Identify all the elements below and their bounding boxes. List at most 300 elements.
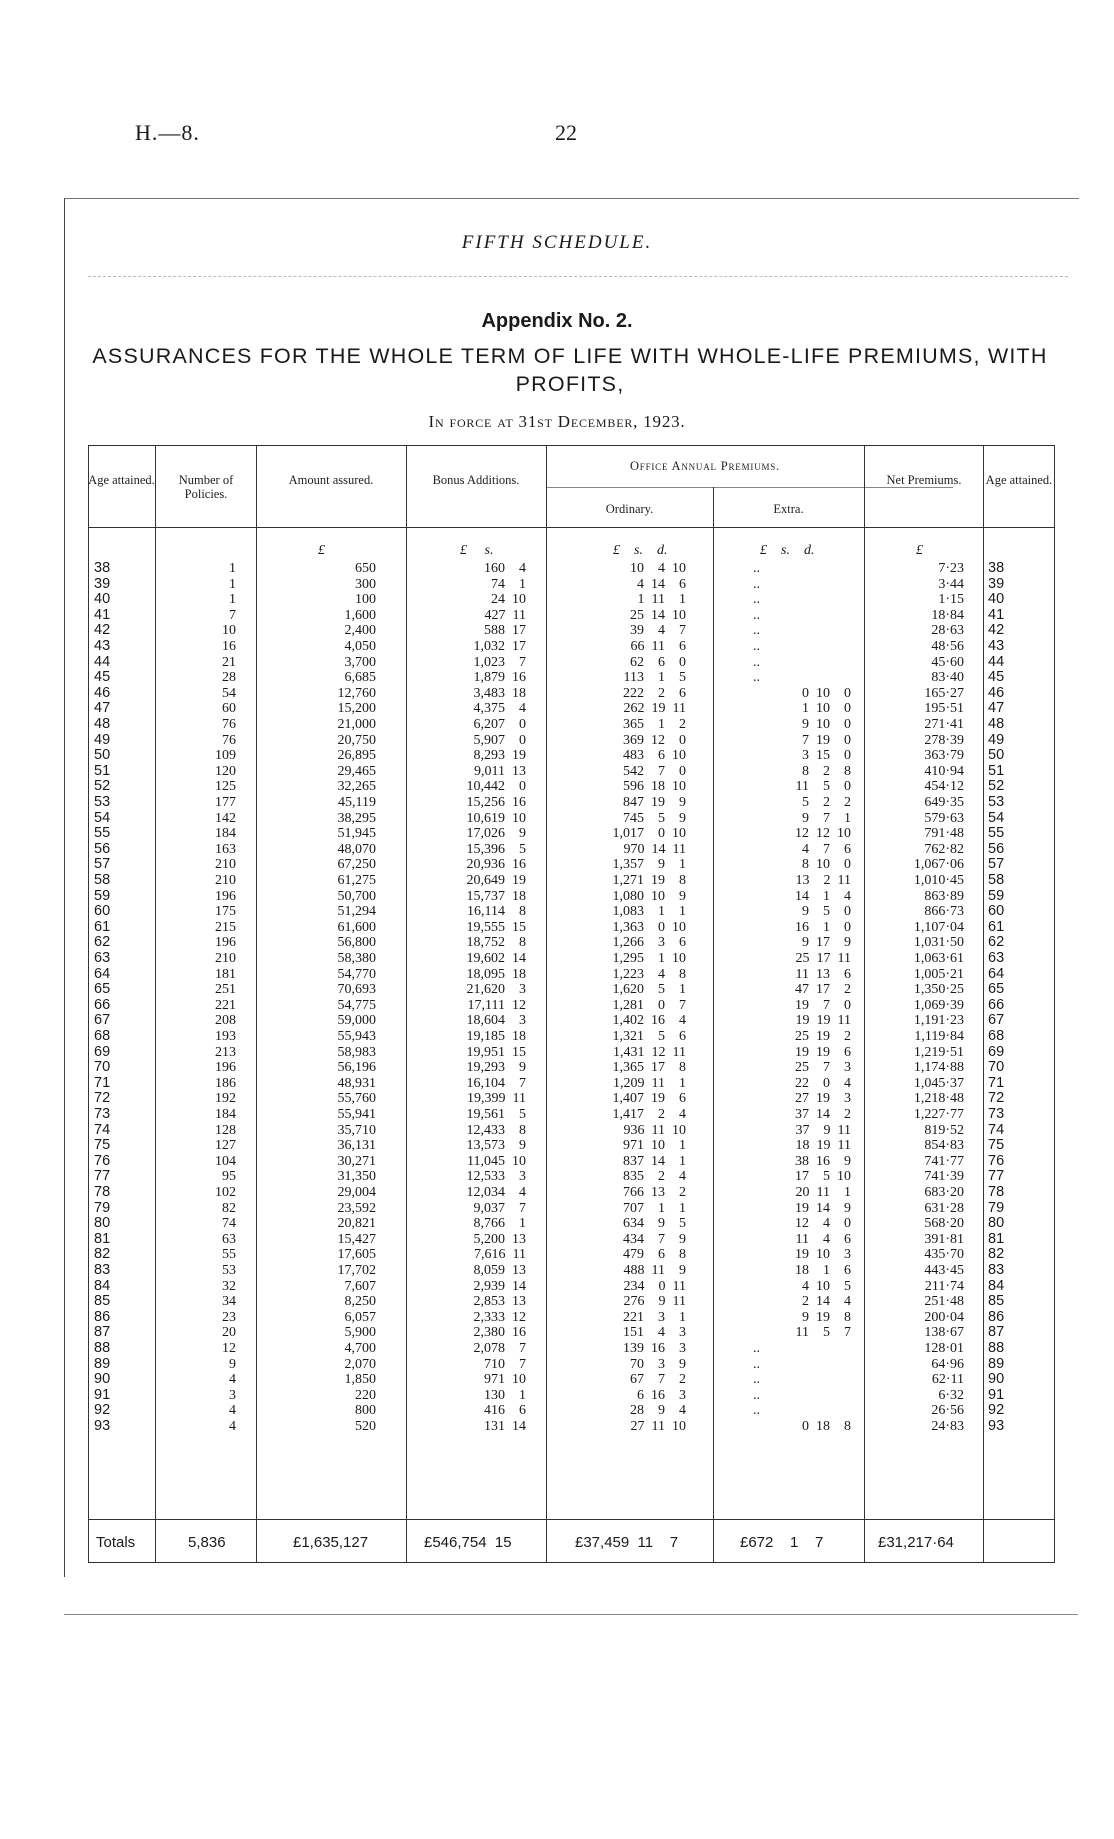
cell-extra: 37 9 11 — [795, 1122, 851, 1138]
cell-net: 1,005·21 — [913, 966, 964, 982]
cell-amount: 4,700 — [344, 1341, 376, 1356]
cell-age: 86 — [94, 1308, 111, 1325]
header-age-attained-right: Age attained. — [985, 473, 1053, 487]
cell-net: 6·32 — [938, 1387, 964, 1403]
cell-bonus: 19,602 14 — [466, 951, 526, 966]
cell-age: 38 — [94, 560, 111, 576]
cell-net: 211·74 — [924, 1278, 964, 1294]
cell-amount: 800 — [355, 1403, 376, 1419]
cell-age: 73 — [94, 1106, 111, 1122]
cell-ordinary: 634 9 5 — [623, 1216, 686, 1232]
cell-extra: 9 17 9 — [802, 935, 851, 951]
cell-ordinary: 936 11 10 — [623, 1122, 686, 1138]
cell-net: 26·56 — [931, 1403, 964, 1419]
cell-amount: 56,196 — [337, 1060, 376, 1076]
cell-policies: 9 — [229, 1356, 236, 1372]
unit-bonus: £ s. — [460, 543, 494, 558]
cell-extra: 19 19 11 — [795, 1013, 851, 1029]
cell-age-right: 83 — [988, 1262, 1005, 1278]
cell-extra: 12 4 0 — [795, 1216, 851, 1232]
cell-extra: .. — [753, 592, 760, 608]
cell-net: 579·63 — [924, 810, 964, 826]
cell-age-right: 60 — [988, 903, 1005, 920]
cell-age-right: 72 — [988, 1090, 1005, 1107]
premiums-sub-rule — [546, 487, 953, 488]
cell-age-right: 68 — [988, 1028, 1005, 1044]
cell-extra: 0 10 0 — [802, 685, 851, 701]
cell-bonus: 2,853 13 — [473, 1294, 526, 1310]
cell-ordinary: 62 6 0 — [630, 654, 686, 670]
cell-age: 85 — [94, 1293, 111, 1310]
cell-age-right: 66 — [988, 996, 1005, 1013]
col-line — [983, 445, 984, 1563]
cell-bonus: 13,573 9 — [466, 1138, 526, 1154]
cell-ordinary: 28 9 4 — [630, 1403, 686, 1419]
cell-policies: 55 — [222, 1247, 236, 1263]
cell-amount: 17,605 — [337, 1247, 376, 1263]
cell-policies: 12 — [222, 1341, 236, 1356]
cell-age-right: 53 — [988, 794, 1005, 810]
cell-extra: .. — [753, 623, 760, 639]
cell-age: 57 — [94, 856, 111, 873]
cell-amount: 45,119 — [338, 795, 376, 810]
cell-age: 59 — [94, 887, 111, 904]
cell-bonus: 19,399 11 — [467, 1091, 526, 1107]
cell-age: 49 — [94, 731, 111, 748]
cell-age: 83 — [94, 1262, 111, 1278]
cell-age-right: 93 — [988, 1418, 1005, 1434]
cell-amount: 1,600 — [344, 607, 376, 623]
cell-amount: 15,200 — [337, 701, 376, 717]
cell-bonus: 2,380 16 — [473, 1325, 526, 1341]
cell-ordinary: 151 4 3 — [623, 1325, 686, 1341]
cell-policies: 4 — [229, 1372, 236, 1388]
cell-policies: 210 — [215, 873, 236, 888]
cell-age: 80 — [94, 1215, 111, 1232]
cell-age: 43 — [94, 638, 111, 654]
cell-net: 200·04 — [924, 1309, 964, 1325]
cell-extra: 4 10 5 — [802, 1278, 851, 1294]
totals-ordinary: £37,459 11 7 — [575, 1534, 679, 1551]
header-office-annual-premiums: Office Annual Premiums. — [629, 459, 781, 473]
cell-net: 443·45 — [924, 1263, 964, 1278]
cell-age-right: 42 — [988, 622, 1005, 639]
cell-amount: 2,070 — [344, 1356, 376, 1372]
cell-age-right: 74 — [988, 1121, 1005, 1138]
cell-age: 46 — [94, 684, 111, 701]
cell-bonus: 19,561 5 — [466, 1107, 526, 1122]
in-force-date: In force at 31st December, 1923. — [428, 412, 686, 431]
cell-amount: 5,900 — [344, 1325, 376, 1341]
cell-net: 1,063·61 — [913, 951, 964, 966]
cell-extra: 38 16 9 — [795, 1153, 851, 1169]
cell-ordinary: 1,363 0 10 — [612, 919, 686, 935]
cell-bonus: 2,333 12 — [473, 1309, 526, 1325]
cell-net: 1,010·45 — [913, 873, 964, 888]
cell-net: 64·96 — [931, 1356, 964, 1372]
cell-extra: 8 2 8 — [802, 763, 851, 779]
cell-amount: 21,000 — [337, 717, 376, 732]
cell-ordinary: 1,295 1 10 — [612, 951, 686, 966]
cell-age: 62 — [94, 934, 111, 951]
cell-policies: 186 — [215, 1075, 236, 1091]
cell-bonus: 1,023 7 — [473, 654, 526, 670]
cell-extra: 22 0 4 — [795, 1075, 851, 1091]
cell-bonus: 6,207 0 — [473, 717, 526, 732]
cell-bonus: 18,752 8 — [466, 935, 526, 951]
cell-age: 79 — [94, 1199, 111, 1216]
cell-policies: 76 — [222, 717, 236, 732]
cell-amount: 55,943 — [337, 1029, 376, 1044]
cell-age: 87 — [94, 1324, 111, 1341]
cell-policies: 23 — [222, 1309, 236, 1325]
header-extra: Extra. — [773, 502, 804, 516]
cell-policies: 102 — [215, 1185, 236, 1200]
cell-ordinary: 221 3 1 — [623, 1309, 686, 1325]
totals-label: Totals — [96, 1534, 136, 1551]
cell-policies: 109 — [215, 748, 236, 764]
cell-ordinary: 1,266 3 6 — [612, 935, 686, 951]
cell-net: 568·20 — [924, 1216, 964, 1232]
cell-ordinary: 1,620 5 1 — [612, 982, 686, 998]
cell-net: 271·41 — [924, 717, 964, 732]
cell-age: 92 — [94, 1402, 111, 1419]
cell-policies: 193 — [215, 1029, 236, 1044]
cell-extra: 11 5 7 — [795, 1325, 851, 1341]
cell-ordinary: 66 11 6 — [630, 639, 686, 654]
cell-policies: 16 — [222, 639, 236, 654]
cell-amount: 29,004 — [337, 1185, 376, 1200]
cell-age: 88 — [94, 1340, 111, 1356]
cell-bonus: 10,619 10 — [466, 810, 526, 826]
cell-age: 39 — [94, 575, 111, 592]
cell-age: 93 — [94, 1418, 111, 1434]
cell-extra: .. — [753, 1341, 760, 1356]
cell-age: 69 — [94, 1043, 111, 1060]
cell-extra: .. — [753, 607, 760, 623]
cell-bonus: 416 6 — [484, 1403, 526, 1419]
cell-ordinary: 1,209 11 1 — [613, 1075, 686, 1091]
cell-extra: 8 10 0 — [802, 857, 851, 873]
cell-age-right: 44 — [988, 653, 1005, 670]
cell-net: 138·67 — [924, 1325, 964, 1341]
cell-bonus: 24 10 — [491, 592, 526, 608]
cell-age: 60 — [94, 903, 111, 920]
cell-net: 1,067·06 — [913, 857, 964, 873]
cell-age-right: 80 — [988, 1215, 1005, 1232]
cell-amount: 220 — [355, 1387, 376, 1403]
cell-extra: 12 12 10 — [795, 826, 851, 842]
cell-extra: 25 19 2 — [795, 1029, 851, 1044]
cell-age-right: 70 — [988, 1059, 1005, 1076]
cell-policies: 82 — [222, 1200, 236, 1216]
cell-amount: 51,294 — [337, 904, 376, 920]
cell-ordinary: 365 1 2 — [623, 717, 686, 732]
col-line — [1054, 445, 1055, 1563]
cell-age: 68 — [94, 1028, 111, 1044]
cell-bonus: 5,907 0 — [473, 732, 526, 748]
schedule-table — [88, 445, 1054, 1563]
schedule-title: FIFTH SCHEDULE. — [461, 232, 653, 253]
cell-age-right: 58 — [988, 872, 1005, 888]
cell-bonus: 15,737 18 — [466, 888, 526, 904]
cell-net: 1,174·88 — [913, 1060, 964, 1076]
totals-policies: 5,836 — [188, 1534, 226, 1551]
cell-amount: 15,427 — [337, 1231, 376, 1247]
cell-ordinary: 4 14 6 — [637, 576, 686, 592]
cell-age-right: 86 — [988, 1308, 1005, 1325]
cell-bonus: 7,616 11 — [474, 1247, 526, 1263]
cell-bonus: 710 7 — [484, 1356, 526, 1372]
cell-age: 50 — [94, 747, 111, 764]
cell-ordinary: 1,365 17 8 — [612, 1060, 686, 1076]
cell-policies: 4 — [229, 1403, 236, 1419]
cell-extra: 13 2 11 — [795, 873, 851, 888]
cell-ordinary: 1,083 1 1 — [612, 904, 686, 920]
cell-age-right: 87 — [988, 1324, 1005, 1341]
cell-policies: 63 — [222, 1231, 236, 1247]
cell-amount: 1,850 — [344, 1372, 376, 1388]
cell-ordinary: 1,417 2 4 — [612, 1107, 686, 1122]
cell-age: 71 — [94, 1074, 111, 1091]
cell-net: 866·73 — [924, 904, 964, 920]
cell-age-right: 43 — [988, 638, 1005, 654]
cell-net: 1,031·50 — [913, 935, 964, 951]
cell-extra: 27 19 3 — [795, 1091, 851, 1107]
cell-net: 278·39 — [924, 732, 964, 748]
cell-age: 54 — [94, 809, 111, 826]
cell-bonus: 971 10 — [484, 1372, 526, 1388]
cell-net: 435·70 — [924, 1247, 964, 1263]
cell-age-right: 71 — [988, 1074, 1005, 1091]
cell-policies: 184 — [215, 826, 236, 842]
cell-extra: 4 7 6 — [802, 841, 851, 857]
cell-extra: 5 2 2 — [802, 795, 851, 810]
cell-age: 64 — [94, 965, 111, 982]
cell-extra: .. — [753, 1403, 760, 1419]
cell-ordinary: 596 18 10 — [623, 779, 686, 795]
cell-policies: 192 — [215, 1091, 236, 1107]
cell-age-right: 85 — [988, 1293, 1005, 1310]
cell-extra: .. — [753, 670, 760, 686]
cell-extra: 19 7 0 — [795, 997, 851, 1013]
table-header-rule — [88, 527, 1054, 528]
cell-bonus: 12,433 8 — [466, 1122, 526, 1138]
cell-age-right: 51 — [988, 762, 1005, 779]
cell-age: 72 — [94, 1090, 111, 1107]
cell-bonus: 8,766 1 — [473, 1216, 526, 1232]
cell-age-right: 76 — [988, 1152, 1005, 1169]
cell-ordinary: 276 9 11 — [623, 1294, 686, 1310]
cell-ordinary: 27 11 10 — [630, 1419, 686, 1434]
cell-policies: 215 — [215, 919, 236, 935]
cell-ordinary: 1,017 0 10 — [612, 826, 686, 842]
cell-age: 61 — [94, 918, 111, 935]
cell-extra: 18 1 6 — [795, 1263, 851, 1278]
cell-age: 76 — [94, 1152, 111, 1169]
cell-net: 251·48 — [924, 1294, 964, 1310]
cell-bonus: 3,483 18 — [473, 685, 526, 701]
cell-age-right: 84 — [988, 1277, 1005, 1294]
cell-age: 89 — [94, 1355, 111, 1372]
cell-age: 81 — [94, 1230, 111, 1247]
cell-net: 7·23 — [938, 561, 964, 576]
cell-extra: 14 1 4 — [795, 888, 851, 904]
cell-bonus: 5,200 13 — [473, 1231, 526, 1247]
cell-net: 1·15 — [938, 592, 964, 608]
cell-amount: 8,250 — [344, 1294, 376, 1310]
cell-bonus: 18,604 3 — [466, 1013, 526, 1029]
cell-ordinary: 835 2 4 — [623, 1169, 686, 1185]
cell-bonus: 18,095 18 — [466, 966, 526, 982]
cell-bonus: 2,078 7 — [473, 1341, 526, 1356]
cell-amount: 59,000 — [337, 1013, 376, 1029]
cell-net: 631·28 — [924, 1200, 964, 1216]
cell-ordinary: 1,271 19 8 — [612, 873, 686, 888]
cell-policies: 1 — [229, 576, 236, 592]
cell-ordinary: 483 6 10 — [623, 748, 686, 764]
cell-bonus: 8,059 13 — [473, 1263, 526, 1278]
cell-amount: 20,821 — [337, 1216, 376, 1232]
cell-amount: 650 — [355, 561, 376, 576]
cell-net: 83·40 — [931, 670, 964, 686]
divider — [88, 276, 1068, 277]
cell-age-right: 77 — [988, 1168, 1005, 1185]
cell-ordinary: 70 3 9 — [630, 1356, 686, 1372]
cell-policies: 10 — [222, 623, 236, 639]
cell-net: 410·94 — [924, 763, 964, 779]
cell-net: 863·89 — [924, 888, 964, 904]
cell-extra: 11 4 6 — [795, 1231, 851, 1247]
cell-policies: 7 — [229, 607, 236, 623]
cell-bonus: 15,256 16 — [466, 795, 526, 810]
totals-extra: £672 1 7 — [740, 1534, 824, 1551]
cell-amount: 30,271 — [337, 1153, 376, 1169]
cell-bonus: 19,185 18 — [466, 1029, 526, 1044]
cell-bonus: 1,032 17 — [473, 639, 526, 654]
cell-policies: 74 — [222, 1216, 236, 1232]
cell-age: 65 — [94, 981, 111, 998]
cell-amount: 61,275 — [337, 873, 376, 888]
cell-age-right: 52 — [988, 778, 1005, 795]
cell-bonus: 10,442 0 — [466, 779, 526, 795]
cell-net: 1,227·77 — [913, 1107, 964, 1122]
cell-policies: 28 — [222, 670, 236, 686]
cell-bonus: 19,951 15 — [466, 1044, 526, 1060]
cell-amount: 61,600 — [337, 919, 376, 935]
cell-net: 1,219·51 — [913, 1044, 964, 1060]
cell-amount: 12,760 — [337, 685, 376, 701]
cell-extra: 9 5 0 — [802, 904, 851, 920]
cell-net: 454·12 — [924, 779, 964, 795]
cell-age-right: 55 — [988, 825, 1005, 842]
cell-net: 45·60 — [931, 654, 964, 670]
cell-policies: 34 — [222, 1294, 236, 1310]
cell-age-right: 45 — [988, 669, 1005, 686]
header-net-premiums: Net Premiums. — [886, 473, 962, 487]
cell-ordinary: 222 2 6 — [623, 685, 686, 701]
cell-extra: 0 18 8 — [802, 1419, 851, 1434]
cell-policies: 120 — [215, 763, 236, 779]
cell-ordinary: 707 1 1 — [623, 1200, 686, 1216]
cell-extra: 19 10 3 — [795, 1247, 851, 1263]
cell-extra: 25 7 3 — [795, 1060, 851, 1076]
cell-amount: 38,295 — [337, 810, 376, 826]
cell-age: 53 — [94, 794, 111, 810]
cell-age: 84 — [94, 1277, 111, 1294]
cell-bonus: 160 4 — [484, 561, 526, 576]
cell-age-right: 59 — [988, 887, 1005, 904]
cell-ordinary: 1,321 5 6 — [612, 1029, 686, 1044]
cell-net: 683·20 — [924, 1185, 964, 1200]
cell-ordinary: 1,281 0 7 — [612, 997, 686, 1013]
cell-ordinary: 39 4 7 — [630, 623, 686, 639]
cell-ordinary: 1 11 1 — [637, 592, 686, 608]
cell-ordinary: 25 14 10 — [630, 607, 686, 623]
totals-bonus: £546,754 15 — [424, 1534, 512, 1551]
cell-policies: 53 — [222, 1263, 236, 1278]
cell-policies: 20 — [222, 1325, 236, 1341]
cell-extra: 11 13 6 — [795, 966, 851, 982]
cell-policies: 1 — [229, 592, 236, 608]
cell-extra: 7 19 0 — [802, 732, 851, 748]
cell-bonus: 11,045 10 — [467, 1153, 526, 1169]
cell-net: 62·11 — [931, 1372, 964, 1388]
totals-amount: £1,635,127 — [293, 1534, 369, 1551]
cell-bonus: 12,034 4 — [466, 1185, 526, 1200]
cell-amount: 56,800 — [337, 935, 376, 951]
cell-age-right: 41 — [988, 606, 1005, 623]
cell-amount: 300 — [355, 576, 376, 592]
cell-bonus: 12,533 3 — [466, 1169, 526, 1185]
cell-age: 91 — [94, 1386, 111, 1403]
cell-amount: 17,702 — [337, 1263, 376, 1278]
cell-amount: 31,350 — [337, 1169, 376, 1185]
cell-policies: 4 — [229, 1419, 236, 1434]
unit-extra: £ s. d. — [760, 543, 815, 558]
appendix-title: Appendix No. 2. — [481, 310, 633, 332]
cell-bonus: 17,111 12 — [467, 997, 526, 1013]
cell-age: 58 — [94, 872, 111, 888]
cell-age-right: 39 — [988, 575, 1005, 592]
cell-age: 82 — [94, 1246, 111, 1263]
cell-net: 28·63 — [931, 623, 964, 639]
cell-age-right: 54 — [988, 809, 1005, 826]
cell-net: 762·82 — [924, 841, 964, 857]
cell-extra: 9 7 1 — [802, 810, 851, 826]
cell-amount: 36,131 — [337, 1138, 376, 1154]
cell-net: 1,191·23 — [913, 1013, 964, 1029]
col-line — [88, 445, 89, 1563]
cell-policies: 21 — [222, 654, 236, 670]
cell-net: 819·52 — [924, 1122, 964, 1138]
cell-bonus: 131 14 — [484, 1419, 526, 1434]
cell-net: 1,069·39 — [913, 997, 964, 1013]
cell-age-right: 57 — [988, 856, 1005, 873]
cell-amount: 26,895 — [337, 748, 376, 764]
cell-bonus: 16,114 8 — [467, 904, 526, 920]
cell-bonus: 17,026 9 — [466, 826, 526, 842]
cell-age: 75 — [94, 1137, 111, 1154]
cell-age-right: 65 — [988, 981, 1005, 998]
cell-net: 1,119·84 — [914, 1029, 964, 1044]
cell-bonus: 8,293 19 — [473, 748, 526, 764]
header-ordinary: Ordinary. — [605, 502, 654, 516]
cell-age-right: 78 — [988, 1184, 1005, 1200]
cell-age-right: 88 — [988, 1340, 1005, 1356]
cell-ordinary: 1,431 12 11 — [613, 1044, 686, 1060]
cell-bonus: 20,936 16 — [466, 857, 526, 873]
